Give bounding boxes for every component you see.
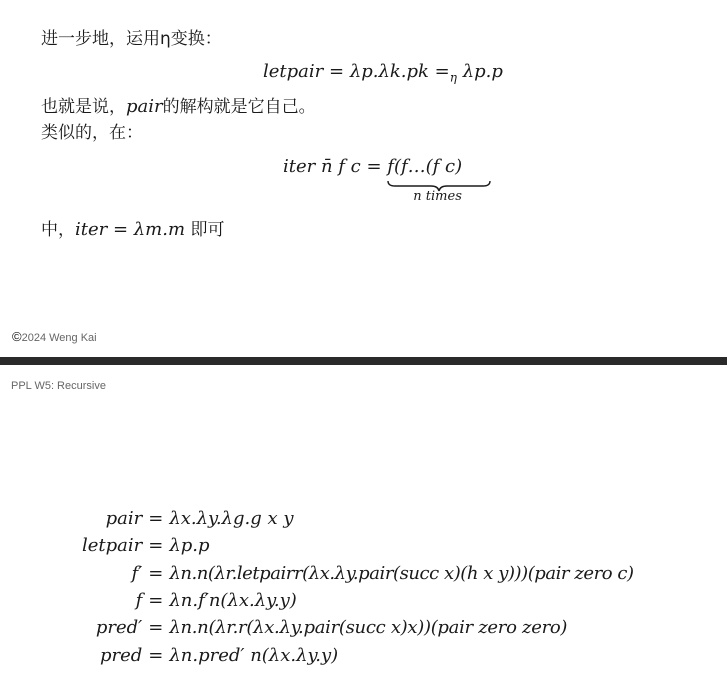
text-line-similar xyxy=(41,125,143,142)
eq1-rhs-a: λp.λk.pk xyxy=(349,61,429,82)
line4-math: iter = λm.m xyxy=(75,219,186,240)
eq-rhs: λn.n(λr.r(λx.λy.pair(succ x)x))(pair zero zero) xyxy=(169,617,568,639)
eq-lhs: pair xyxy=(105,508,143,530)
line1-text: 进一步地，运用η变换： xyxy=(41,29,222,49)
equation-row: pred′ = λn.n(λr.r(λx.λy.pair(succ x)x))(pair zero zero) xyxy=(82,614,634,641)
text-line-pair xyxy=(41,98,316,116)
eq-lhs: pred xyxy=(99,644,143,666)
eq-rhs: λp.p xyxy=(169,535,210,557)
eq-lhs: letpair xyxy=(82,535,143,557)
underbrace-group xyxy=(387,156,463,204)
eq-rhs: λn.f′n(λx.λy.y) xyxy=(169,590,297,612)
equation-row: f′ = λn.n(λr.letpairr(λx.λy.pair(succ x)(h x y)))(pair zero c) xyxy=(82,560,634,587)
text-line-iter xyxy=(41,221,224,239)
footer-text: 2024 Weng Kai xyxy=(21,332,97,344)
line3-text: 类似的，在： xyxy=(41,123,143,143)
slide-header xyxy=(11,380,106,392)
eq-lhs: pred′ xyxy=(95,617,143,639)
line2-a: 也就是说， xyxy=(41,97,126,117)
eq2-rhs: f(f…(f c) xyxy=(387,156,463,177)
slide-header-text: PPL W5: Recursive xyxy=(11,380,106,392)
equation-block xyxy=(82,505,634,669)
equation-row: f = λn.f′n(λx.λy.y) xyxy=(82,587,634,614)
copyright-icon: © xyxy=(12,329,22,344)
line4-b: 即可 xyxy=(190,220,225,240)
line2-pair: pair xyxy=(126,96,163,117)
equation-row: pair = λx.λy.λg.g x y xyxy=(82,505,634,532)
eq-lhs: f xyxy=(135,590,143,612)
slide-bottom xyxy=(0,365,727,686)
eq-rhs: λn.n(λr.letpairr(λx.λy.pair(succ x)(h x y)))(pair zero c) xyxy=(169,562,634,584)
equation-row: letpair = λp.p xyxy=(82,532,634,559)
text-line-eta xyxy=(41,31,222,48)
eq-lhs: f′ xyxy=(131,562,143,584)
eq-rhs: λx.λy.λg.g x y xyxy=(169,508,294,530)
eq1-rhs-b: λp.p xyxy=(462,61,503,82)
eq2-lhs: iter n̄ f c xyxy=(283,156,361,177)
eq1-lhs: letpair xyxy=(263,61,324,82)
footer xyxy=(12,329,97,344)
slide-divider xyxy=(0,357,727,365)
eq1-eq: = xyxy=(434,61,450,82)
eq-rhs: λn.pred′ n(λx.λy.y) xyxy=(169,644,339,666)
line2-b: 的解构就是它自己。 xyxy=(162,97,316,117)
equation-iter: iter n̄ f c = f(f…(f c) n times xyxy=(283,156,462,177)
line4-a: 中， xyxy=(41,220,75,240)
equation-letpair-eta: letpair = $\lambda p.\lambda k.pk =_\eta$ λp.p xyxy=(263,61,503,85)
brace-label: n times xyxy=(413,189,462,204)
equation-row: pred = λn.pred′ n(λx.λy.y) xyxy=(82,641,634,668)
eq1-eta: η xyxy=(449,70,457,85)
